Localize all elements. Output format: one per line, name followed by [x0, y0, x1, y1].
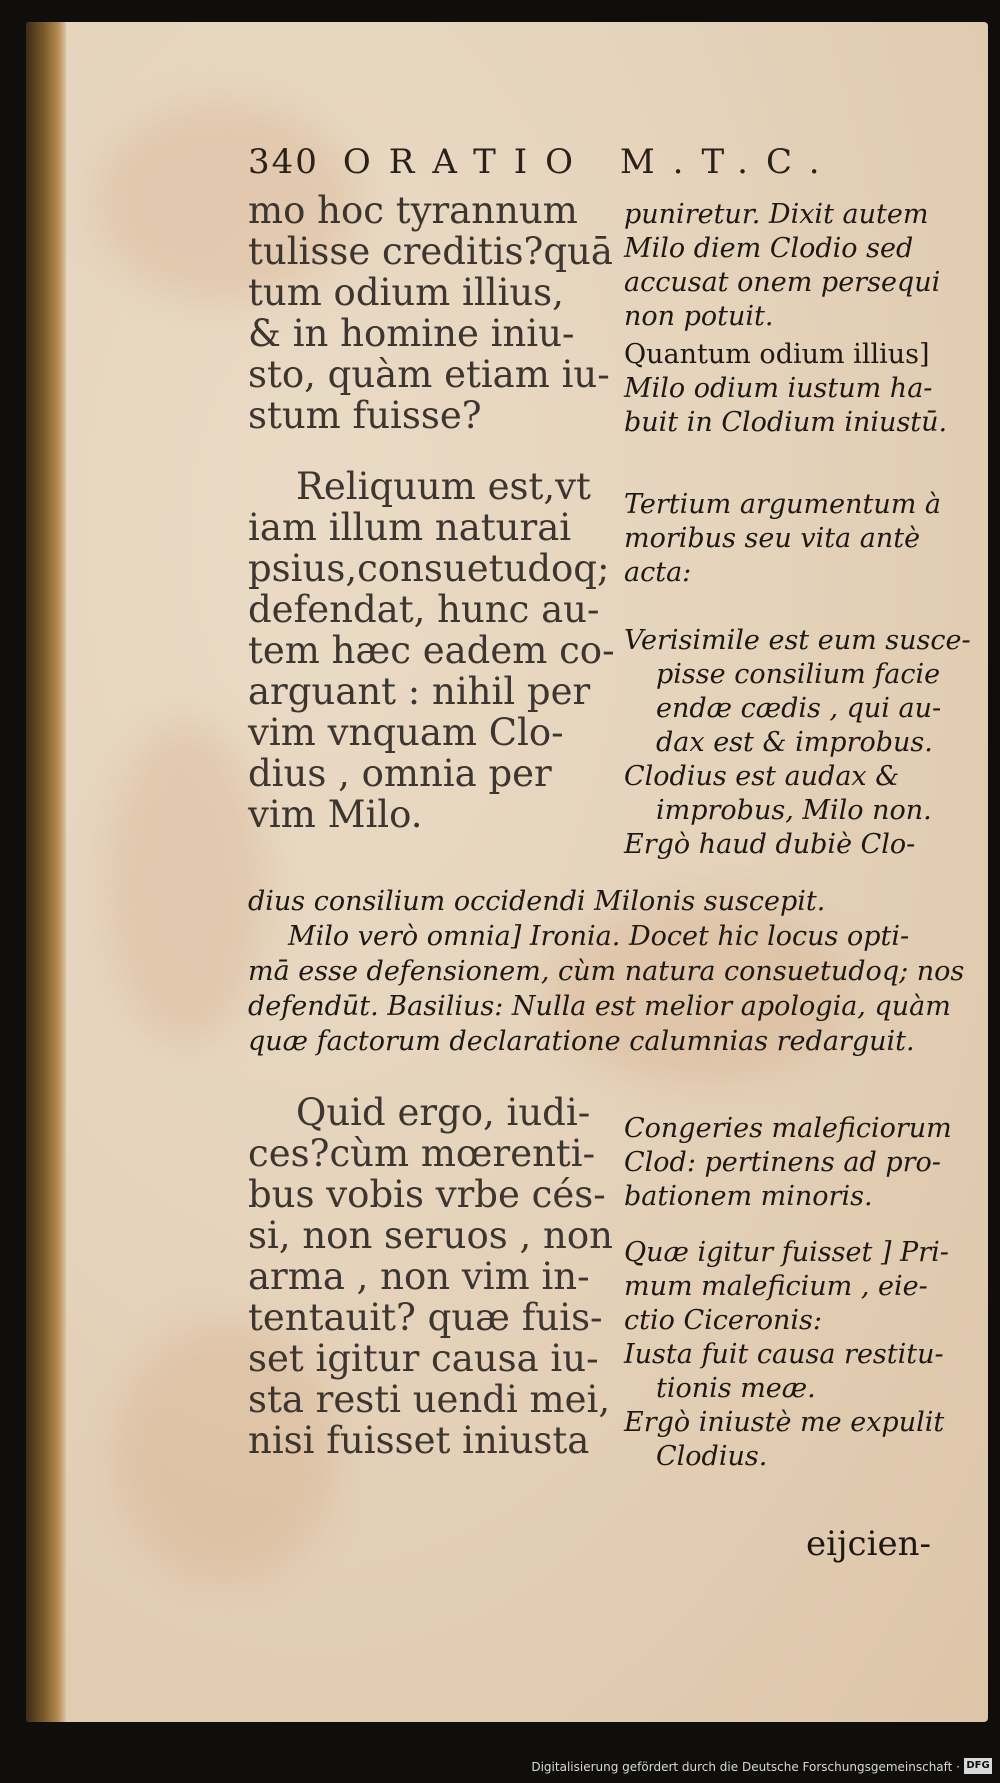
main-text-block-2 — [248, 466, 618, 835]
main-line: tum odium illius, — [248, 271, 564, 314]
main-line: psius,consuetudoq; — [248, 547, 610, 590]
note-line: tionis meæ. — [656, 1373, 816, 1404]
main-line: sta resti uendi mei, — [248, 1378, 611, 1421]
note-line: dius consilium occidendi Milonis suscepit. — [248, 886, 826, 917]
note-line: Quantum odium illius] — [624, 339, 930, 370]
note-line: Milo odium iustum ha- — [624, 373, 933, 404]
main-line: arma , non vim in- — [248, 1255, 590, 1298]
digitization-footer — [0, 1752, 1000, 1783]
main-line: & in homine iniu- — [248, 312, 575, 355]
side-note-5 — [624, 1112, 984, 1214]
note-line: pisse consilium facie — [656, 659, 941, 690]
dfg-logo: DFG — [964, 1758, 992, 1774]
main-line: si, non seruos , non — [248, 1214, 613, 1257]
note-line: mum maleficium , eie- — [624, 1271, 928, 1302]
note-line: Ergò haud dubiè Clo- — [624, 829, 916, 860]
main-line: tem hæc eadem co- — [248, 629, 615, 672]
main-line: tulisse creditis?quā — [248, 230, 613, 273]
main-line: dius , omnia per — [248, 752, 552, 795]
main-line: bus vobis vrbe cés- — [248, 1173, 606, 1216]
note-line: endæ cædis , qui au- — [656, 693, 942, 724]
running-title: ORATIO M.T.C. — [342, 142, 838, 182]
full-width-notes — [248, 884, 968, 1059]
main-line: defendat, hunc au- — [248, 588, 600, 631]
main-line: stum fuisse? — [248, 394, 482, 437]
running-header — [248, 142, 888, 182]
note-line: dax est & improbus. — [656, 727, 933, 758]
main-line: iam illum naturai — [248, 506, 572, 549]
paper-stain — [106, 722, 266, 1042]
note-line: Iusta fuit causa restitu- — [624, 1339, 944, 1370]
book-binding — [26, 22, 66, 1722]
main-line: tentauit? quæ fuis- — [248, 1296, 603, 1339]
side-note-6 — [624, 1236, 984, 1474]
note-line: non potuit. — [624, 301, 774, 332]
page-number: 340 — [248, 142, 319, 182]
note-line: Clod: pertinens ad pro- — [624, 1147, 941, 1178]
book-page — [26, 22, 988, 1722]
catchword: eijcien- — [806, 1524, 931, 1564]
note-line: puniretur. Dixit autem — [624, 199, 929, 230]
main-line: vim Milo. — [248, 793, 423, 836]
note-line: quæ factorum declaratione calumnias redarguit. — [248, 1026, 915, 1057]
note-line: mā esse defensionem, cùm natura consuetudoq; nos — [248, 956, 965, 987]
main-line: nisi fuisset iniusta — [248, 1419, 590, 1462]
note-line: Congeries maleficiorum — [624, 1113, 952, 1144]
side-note-4 — [624, 624, 984, 862]
note-line: bationem minoris. — [624, 1181, 873, 1212]
side-note-3 — [624, 488, 984, 590]
footer-credit: Digitalisierung gefördert durch die Deutsche Forschungsgemeinschaft · — [531, 1760, 960, 1774]
main-line: mo hoc tyrannum — [248, 189, 578, 232]
note-line: accusat onem persequi — [624, 267, 941, 298]
main-text-block-3 — [248, 1092, 618, 1461]
note-line: Clodius est audax & — [624, 761, 900, 792]
main-line: Quid ergo, iudi- — [296, 1091, 591, 1134]
note-line: Clodius. — [656, 1441, 768, 1472]
note-line: defendūt. Basilius: Nulla est melior apologia, quàm — [248, 991, 951, 1022]
note-line: improbus, Milo non. — [656, 795, 932, 826]
note-line: Tertium argumentum à — [624, 489, 942, 520]
note-line: Milo diem Clodio sed — [624, 233, 914, 264]
note-line: moribus seu vita antè — [624, 523, 921, 554]
main-line: Reliquum est,vt — [296, 465, 591, 508]
note-line: Quæ igitur fuisset ] Pri- — [624, 1237, 949, 1268]
note-line: Milo verò omnia] Ironia. Docet hic locus opti- — [288, 921, 910, 952]
note-line: acta: — [624, 557, 692, 588]
main-line: arguant : nihil per — [248, 670, 591, 713]
note-line: buit in Clodium iniustū. — [624, 407, 948, 438]
note-line: ctio Ciceronis: — [624, 1305, 822, 1336]
main-line: set igitur causa iu- — [248, 1337, 599, 1380]
side-note-1 — [624, 198, 984, 334]
note-line: Verisimile est eum susce- — [624, 625, 971, 656]
main-text-block-1 — [248, 190, 618, 436]
main-line: vim vnquam Clo- — [248, 711, 564, 754]
main-line: ces?cùm mœrenti- — [248, 1132, 596, 1175]
side-note-2 — [624, 338, 984, 440]
note-line: Ergò iniustè me expulit — [624, 1407, 945, 1438]
main-line: sto, quàm etiam iu- — [248, 353, 610, 396]
